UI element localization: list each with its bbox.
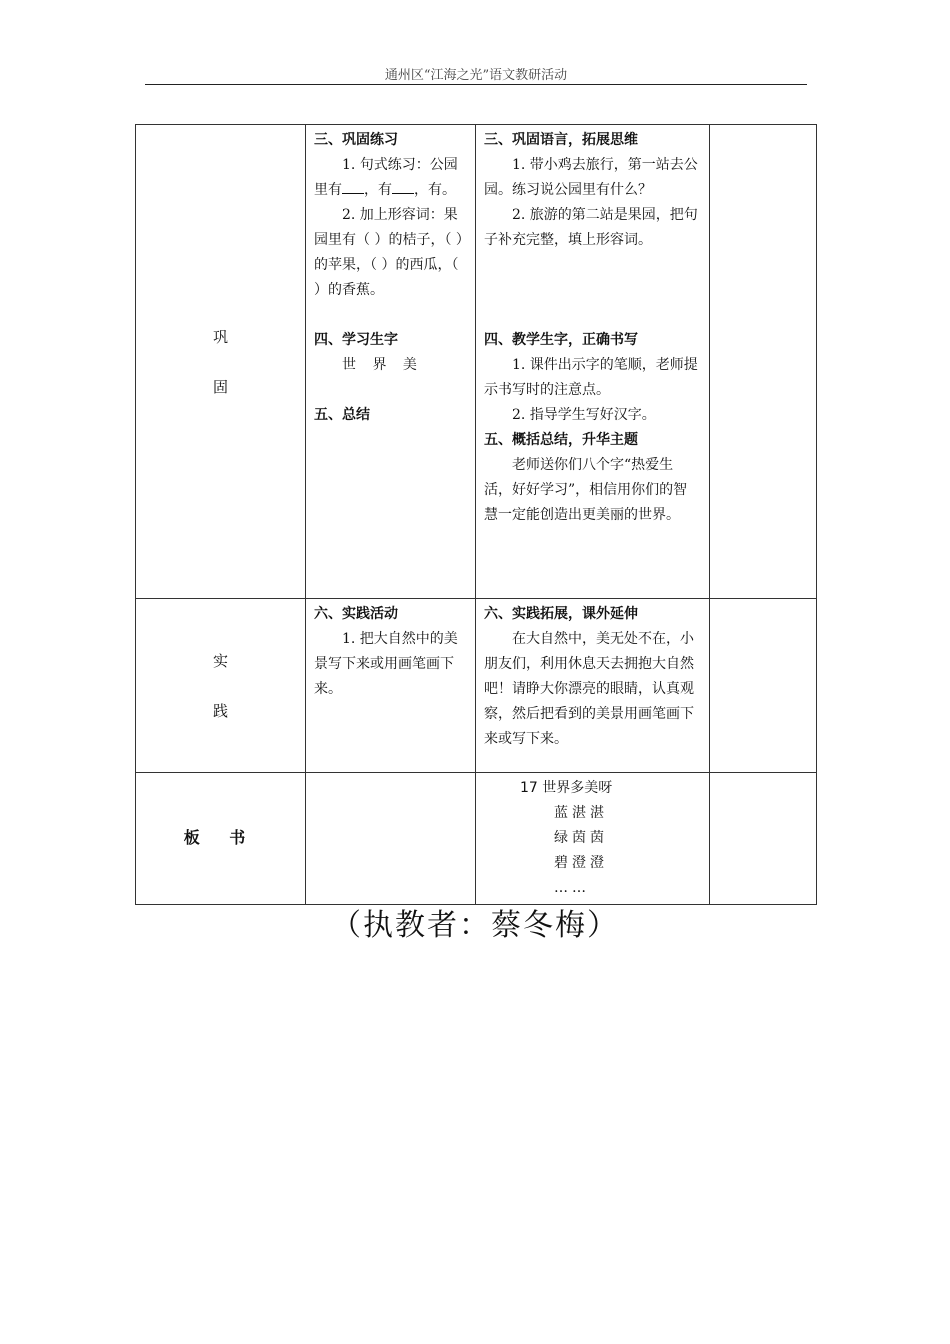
section-title: 四、学习生字 (314, 332, 398, 348)
board-line: 碧澄澄 (554, 855, 608, 871)
paragraph: 1. 课件出示字的笔顺，老师提示书写时的注意点。 (484, 357, 698, 398)
board-line: …… (554, 880, 590, 896)
section-title: 三、巩固练习 (314, 132, 398, 148)
teacher-activity-cell (476, 599, 710, 773)
section-title: 三、巩固语言，拓展思维 (484, 132, 638, 148)
blackboard-design-cell (476, 773, 710, 905)
paragraph: 2. 旅游的第二站是果园，把句子补充完整，填上形容词。 (484, 207, 698, 248)
fill-blank (342, 179, 364, 194)
board-line: 蓝湛湛 (554, 805, 608, 821)
board-line: 绿茵茵 (554, 830, 608, 846)
lesson-plan-table (135, 124, 817, 905)
paragraph: 在大自然中，美无处不在，小朋友们，利用休息天去拥抱大自然吧！请睁大你漂亮的眼睛，认真观察，然后把看到的美景用画笔画下来或写下来。 (484, 631, 694, 747)
section-title: 六、实践活动 (314, 606, 398, 622)
section-title: 五、总结 (314, 407, 370, 423)
student-activity-cell (306, 125, 476, 599)
paragraph: 1. 把大自然中的美景写下来或用画笔画下来。 (314, 631, 458, 697)
row-label-board: 板 书 (136, 773, 306, 905)
teacher-credit: （执教者：蔡冬梅） (331, 908, 619, 943)
section-title: 六、实践拓展，课外延伸 (484, 606, 638, 622)
student-activity-cell (306, 599, 476, 773)
notes-cell (710, 125, 817, 599)
row-label-practice: 实 践 (136, 599, 306, 773)
adjective-practice: 2. 加上形容词：果园里有（ ）的桔子，（ ）的苹果，（ ）的西瓜，（ ）的香蕉。 (314, 207, 463, 298)
section-title: 五、概括总结，升华主题 (484, 432, 638, 448)
table-row-consolidate (136, 125, 817, 599)
paragraph: 老师送你们八个字“热爱生活，好好学习”，相信用你们的智慧一定能创造出更美丽的世界。 (484, 457, 688, 523)
header-rule (145, 84, 807, 85)
paragraph: 2. 指导学生写好汉字。 (512, 407, 656, 423)
teacher-activity-cell (476, 125, 710, 599)
table-row-board (136, 773, 817, 905)
page-header: 通州区“江海之光”语文教研活动 (384, 68, 568, 83)
table-row-practice (136, 599, 817, 773)
paragraph: 1. 带小鸡去旅行，第一站去公园。练习说公园里有什么？ (484, 157, 698, 198)
fill-blank (392, 179, 414, 194)
new-characters: 世 界 美 (342, 357, 423, 373)
notes-cell (710, 773, 817, 905)
student-activity-cell (306, 773, 476, 905)
row-label-consolidate: 巩 固 (136, 125, 306, 599)
section-title: 四、教学生字，正确书写 (484, 332, 638, 348)
sentence-practice: 1. 句式练习：公园里有 ，有 ，有。 (314, 157, 458, 198)
notes-cell (710, 599, 817, 773)
board-title: 17 世界多美呀 (520, 780, 613, 796)
